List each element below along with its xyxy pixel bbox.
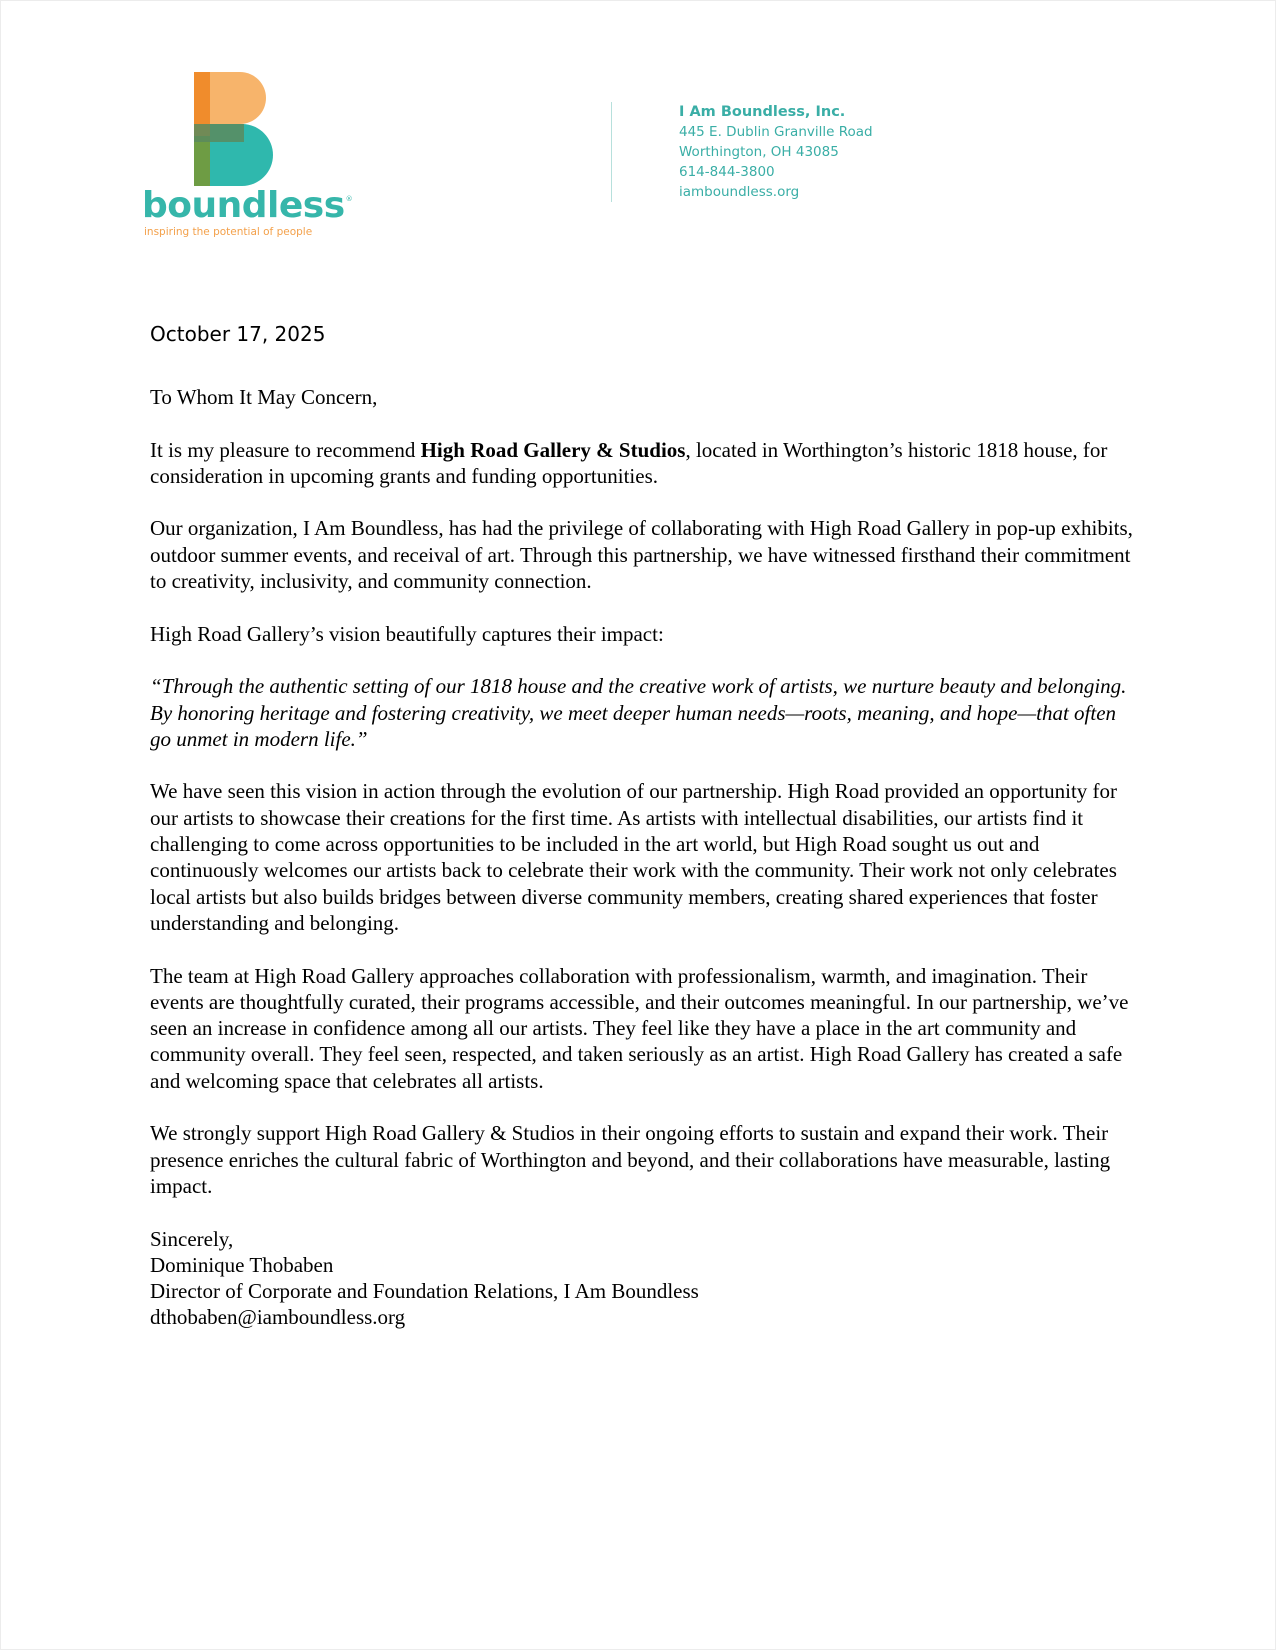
paragraph-1-end: , located in Worthington’s historic 1818 house, for consideration in upcoming grants and funding opportunities. <box>150 437 1108 488</box>
paragraph-4: We have seen this vision in action through the evolution of our partnership. High Road provided an opportunity for our artists to showcase their creations for the first time. As artists with intellectual disabilities, our artists find it challenging to come across opportunities to be included in the art world, but High Road sought us out and continuously welcomes our artists back to celebrate their work with the community. Their work not only celebrates local artists but also builds bridges between diverse community members, creating shared experiences that foster understanding and belonging. <box>150 779 1118 935</box>
letter-date: October 17, 2025 <box>150 322 326 346</box>
logo-light-orange-bowl <box>210 72 266 124</box>
vision-quote: “Through the authentic setting of our 1818 house and the creative work of artists, we nurture beauty and belonging. By honoring heritage and fostering creativity, we meet deeper human needs—roots, meaning, and hope—that often go unmet in modern life.” <box>150 674 1127 751</box>
paragraph-3: High Road Gallery’s vision beautifully captures their impact: <box>150 621 664 646</box>
logo-tagline: inspiring the potential of people <box>144 226 313 238</box>
org-contact-block <box>679 102 873 202</box>
logo-wordmark <box>142 185 353 226</box>
paragraph-1 <box>150 437 1140 490</box>
registered-mark: ® <box>345 195 353 203</box>
signer-email: dthobaben@iamboundless.org <box>150 1305 406 1330</box>
salutation: To Whom It May Concern, <box>150 385 378 409</box>
logo-overlap-block <box>194 124 244 142</box>
logo-green-bar <box>194 136 210 186</box>
signature-block <box>150 1226 1140 1331</box>
org-phone: 614-844-3800 <box>679 164 775 180</box>
paragraph-2: Our organization, I Am Boundless, has had the privilege of collaborating with High Road Gallery in pop-up exhibits, outdoor summer events, and receival of art. Through this partnership, we have witnessed firsthand their commitment to creativity, inclusivity, and community connection. <box>150 516 1133 594</box>
letter-body <box>150 384 1140 1331</box>
signer-title: Director of Corporate and Foundation Relations, I Am Boundless <box>150 1279 699 1304</box>
paragraph-1-start: It is my pleasure to recommend <box>150 437 421 462</box>
closing: Sincerely, <box>150 1226 234 1251</box>
signer-name: Dominique Thobaben <box>150 1252 334 1277</box>
header-divider <box>611 102 612 202</box>
org-address-line1: 445 E. Dublin Granville Road <box>679 124 873 140</box>
paragraph-6: We strongly support High Road Gallery & Studios in their ongoing efforts to sustain and expand their work. Their presence enriches the cultural fabric of Worthington and beyond, and their collaborations have measurable, lasting impact. <box>150 1121 1111 1198</box>
org-address-line2: Worthington, OH 43085 <box>679 144 839 160</box>
gallery-name-bold: High Road Gallery & Studios <box>420 437 686 462</box>
org-name: I Am Boundless, Inc. <box>679 104 846 120</box>
logo-wordmark-text: boundless <box>142 185 345 226</box>
b-letter-icon <box>194 72 274 186</box>
boundless-logo <box>142 68 353 243</box>
org-website: iamboundless.org <box>679 184 800 200</box>
paragraph-5: The team at High Road Gallery approaches collaboration with professionalism, warmth, and imagination. Their events are thoughtfully curated, their programs accessible, and their outcomes meaningful. In our partnership, we’ve seen an increase in confidence among all our artists. They feel like they have a place in the art community and community overall. They feel seen, respected, and taken seriously as an artist. High Road Gallery has created a safe and welcoming space that celebrates all artists. <box>150 963 1129 1093</box>
